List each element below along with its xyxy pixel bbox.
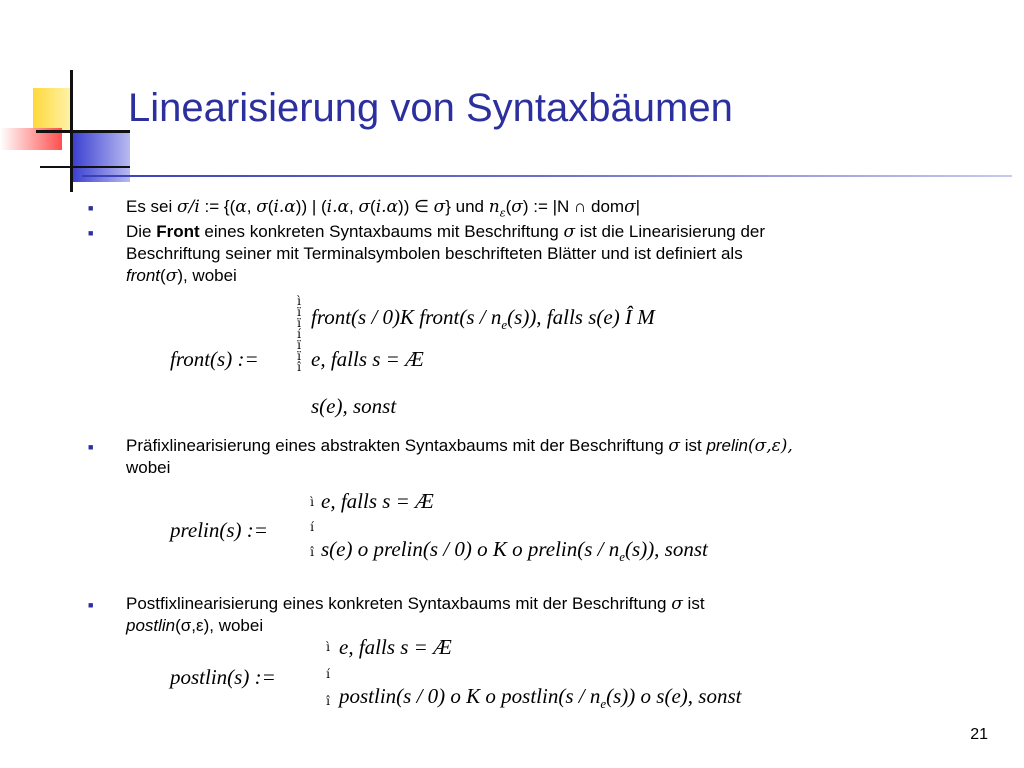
math-run: σ <box>511 197 523 217</box>
case-brace <box>294 296 304 373</box>
text-run: ist die Linearisierung der <box>575 222 766 241</box>
text-run: Postfixlinearisierung eines konkreten Syntaxbaums mit der Beschriftung <box>126 594 672 613</box>
case-brace <box>307 490 317 565</box>
math-run: α <box>235 197 247 217</box>
math-run: σ <box>624 197 636 217</box>
text-run: } und <box>445 197 489 216</box>
brace-part: î <box>310 545 314 559</box>
bullet-3-line-1 <box>126 436 793 456</box>
brace-part: í <box>326 667 330 681</box>
bullet-2-line-2: Beschriftung seiner mit Terminalsymbolen beschrifteten Blätter und ist definiert als <box>126 244 743 263</box>
brace-part: ï <box>297 338 301 352</box>
front-case-3: s(e), sonst <box>311 394 397 418</box>
bullet-marker: ■ <box>88 203 94 213</box>
bullet-1-text <box>126 197 640 223</box>
brace-part: ì <box>310 495 314 509</box>
math-run: σ <box>358 197 371 217</box>
text-run: , <box>348 197 359 216</box>
math-run: σ <box>563 222 576 242</box>
text-run: ( <box>505 197 512 216</box>
front-case-2: e, falls s = Æ <box>311 347 424 371</box>
formula-subscript: e <box>501 317 508 333</box>
math-subscript: ε <box>499 206 506 220</box>
formula-run: front(s / 0)K front(s / n <box>311 305 502 329</box>
text-run: (σ,ε), wobei <box>175 616 264 635</box>
formula-run: (s)), sonst <box>625 537 708 561</box>
math-run: n <box>488 197 500 217</box>
bullet-4-line-1 <box>126 594 705 614</box>
brace-part: î <box>297 360 301 374</box>
formula-run: postlin(s / 0) o K o postlin(s / n <box>339 684 601 708</box>
math-run: σ/i <box>177 197 200 217</box>
brace-part: î <box>326 694 330 708</box>
text-run: | <box>635 197 641 216</box>
text-run: := {( <box>199 197 236 216</box>
brace-part: í <box>310 520 314 534</box>
bullet-2-line-3 <box>126 266 237 286</box>
case-brace <box>323 634 333 715</box>
math-run: (σ,ε), <box>748 436 793 456</box>
math-run: σ <box>668 436 680 456</box>
formula-run: (s)), falls s(e) Î M <box>507 305 655 329</box>
text-run: )) ∈ <box>398 197 434 216</box>
math-run: i.α <box>326 197 349 217</box>
formula-subscript: e <box>600 696 607 712</box>
text-run: Präfixlinearisierung eines abstrakten Syntaxbaums mit der Beschriftung <box>126 436 669 455</box>
title-underline <box>82 175 1012 177</box>
math-run: σ <box>256 197 268 217</box>
slide-title: Linearisierung von Syntaxbäumen <box>128 86 733 130</box>
text-run: )) | ( <box>295 197 327 216</box>
postlin-formula-lhs: postlin(s) := <box>170 665 276 689</box>
bullet-2-line-1 <box>126 222 765 242</box>
brace-part: ï <box>297 316 301 330</box>
text-run: ( <box>370 197 376 216</box>
math-run: σ <box>165 266 178 286</box>
prelin-case-1: e, falls s = Æ <box>321 489 434 513</box>
italic-term: prelin <box>706 436 749 455</box>
page-number: 21 <box>970 726 988 743</box>
bullet-marker: ■ <box>88 442 94 452</box>
postlin-case-1: e, falls s = Æ <box>339 635 452 659</box>
brace-part: ì <box>326 640 330 654</box>
prelin-case-2 <box>321 537 708 565</box>
brace-part: ì <box>297 294 301 308</box>
bullet-marker: ■ <box>88 228 94 238</box>
brace-part: ï <box>297 305 301 319</box>
bullet-marker: ■ <box>88 600 94 610</box>
prelin-formula-lhs: prelin(s) := <box>170 518 268 542</box>
italic-term: front <box>126 266 161 285</box>
text-run: ist <box>682 594 705 613</box>
math-run: σ <box>433 197 446 217</box>
text-run: ( <box>160 266 166 285</box>
text-run: ist <box>679 436 707 455</box>
math-run: i.α <box>273 197 296 217</box>
formula-subscript: e <box>619 549 626 565</box>
formula-run: (s)) o s(e), sonst <box>606 684 742 708</box>
brace-part: í <box>297 327 301 341</box>
text-run: ( <box>267 197 274 216</box>
bold-term: Front <box>156 222 200 241</box>
formula-run: s(e) o prelin(s / 0) o K o prelin(s / n <box>321 537 620 561</box>
front-formula-lhs: front(s) := <box>170 347 259 371</box>
text-run: eines konkreten Syntaxbaums mit Beschriftung <box>199 222 564 241</box>
text-run: ) := |N ∩ dom <box>522 197 625 216</box>
text-run: Die <box>126 222 157 241</box>
text-run: Es sei <box>126 197 178 216</box>
italic-term: postlin <box>126 616 176 635</box>
postlin-case-2 <box>339 684 741 712</box>
math-run: σ <box>671 594 683 614</box>
text-run: , <box>246 197 257 216</box>
front-case-1 <box>311 305 655 333</box>
bullet-4-line-2 <box>126 616 263 636</box>
brace-part: ï <box>297 349 301 363</box>
text-run: ), wobei <box>177 266 237 285</box>
math-run: i.α <box>375 197 399 217</box>
bullet-3-line-2: wobei <box>126 458 171 477</box>
